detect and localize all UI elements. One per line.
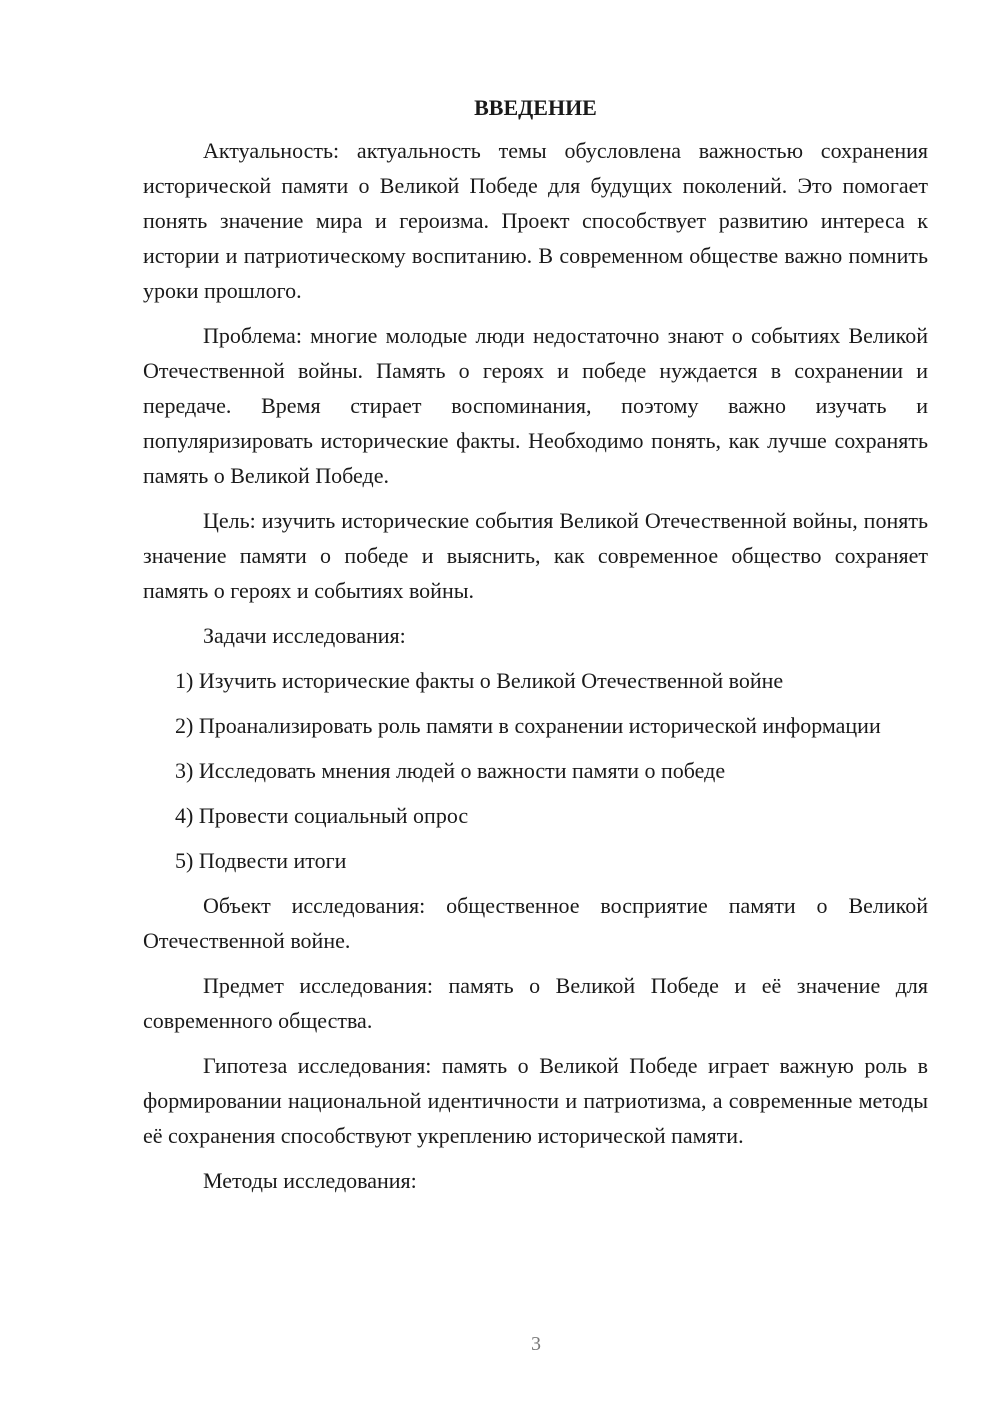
tasks-heading: Задачи исследования: <box>203 623 406 648</box>
paragraph-problem: Проблема: многие молодые люди недостаточно знают о событиях Великой Отечественной войны. Память о героях и победе нуждается в сохранении и передаче. Время стирает воспоминания, поэтому важно изучать и популяризировать исторические факты. Необходимо понять, как лучше сохранять память о Великой Победе. <box>143 323 928 488</box>
task-item: 3) Исследовать мнения людей о важности памяти о победе <box>175 758 726 783</box>
section-title: ВВЕДЕНИЕ <box>474 95 597 120</box>
document-page <box>143 90 928 1208</box>
paragraph-goal: Цель: изучить исторические события Великой Отечественной войны, понять значение памяти о победе и выяснить, как современное общество сохраняет память о героях и событиях войны. <box>143 508 928 603</box>
paragraph-object: Объект исследования: общественное восприятие памяти о Великой Отечественной войне. <box>143 893 928 953</box>
task-item: 5) Подвести итоги <box>175 848 347 873</box>
paragraph-subject: Предмет исследования: память о Великой Победе и её значение для современного общества. <box>143 973 928 1033</box>
methods-heading: Методы исследования: <box>203 1168 417 1193</box>
task-item: 4) Провести социальный опрос <box>175 803 469 828</box>
task-item: 2) Проанализировать роль памяти в сохранении исторической информации <box>175 713 881 738</box>
task-item: 1) Изучить исторические факты о Великой Отечественной войне <box>175 668 784 693</box>
paragraph-hypothesis: Гипотеза исследования: память о Великой Победе играет важную роль в формировании национальной идентичности и патриотизма, а современные методы её сохранения способствуют укреплению исторической памяти. <box>143 1053 928 1148</box>
paragraph-relevance: Актуальность: актуальность темы обусловлена важностью сохранения исторической памяти о Великой Победе для будущих поколений. Это помогает понять значение мира и героизма. Проект способствует развитию интереса к истории и патриотическому воспитанию. В современном обществе важно помнить уроки прошлого. <box>143 138 928 303</box>
page-number: 3 <box>531 1333 541 1355</box>
